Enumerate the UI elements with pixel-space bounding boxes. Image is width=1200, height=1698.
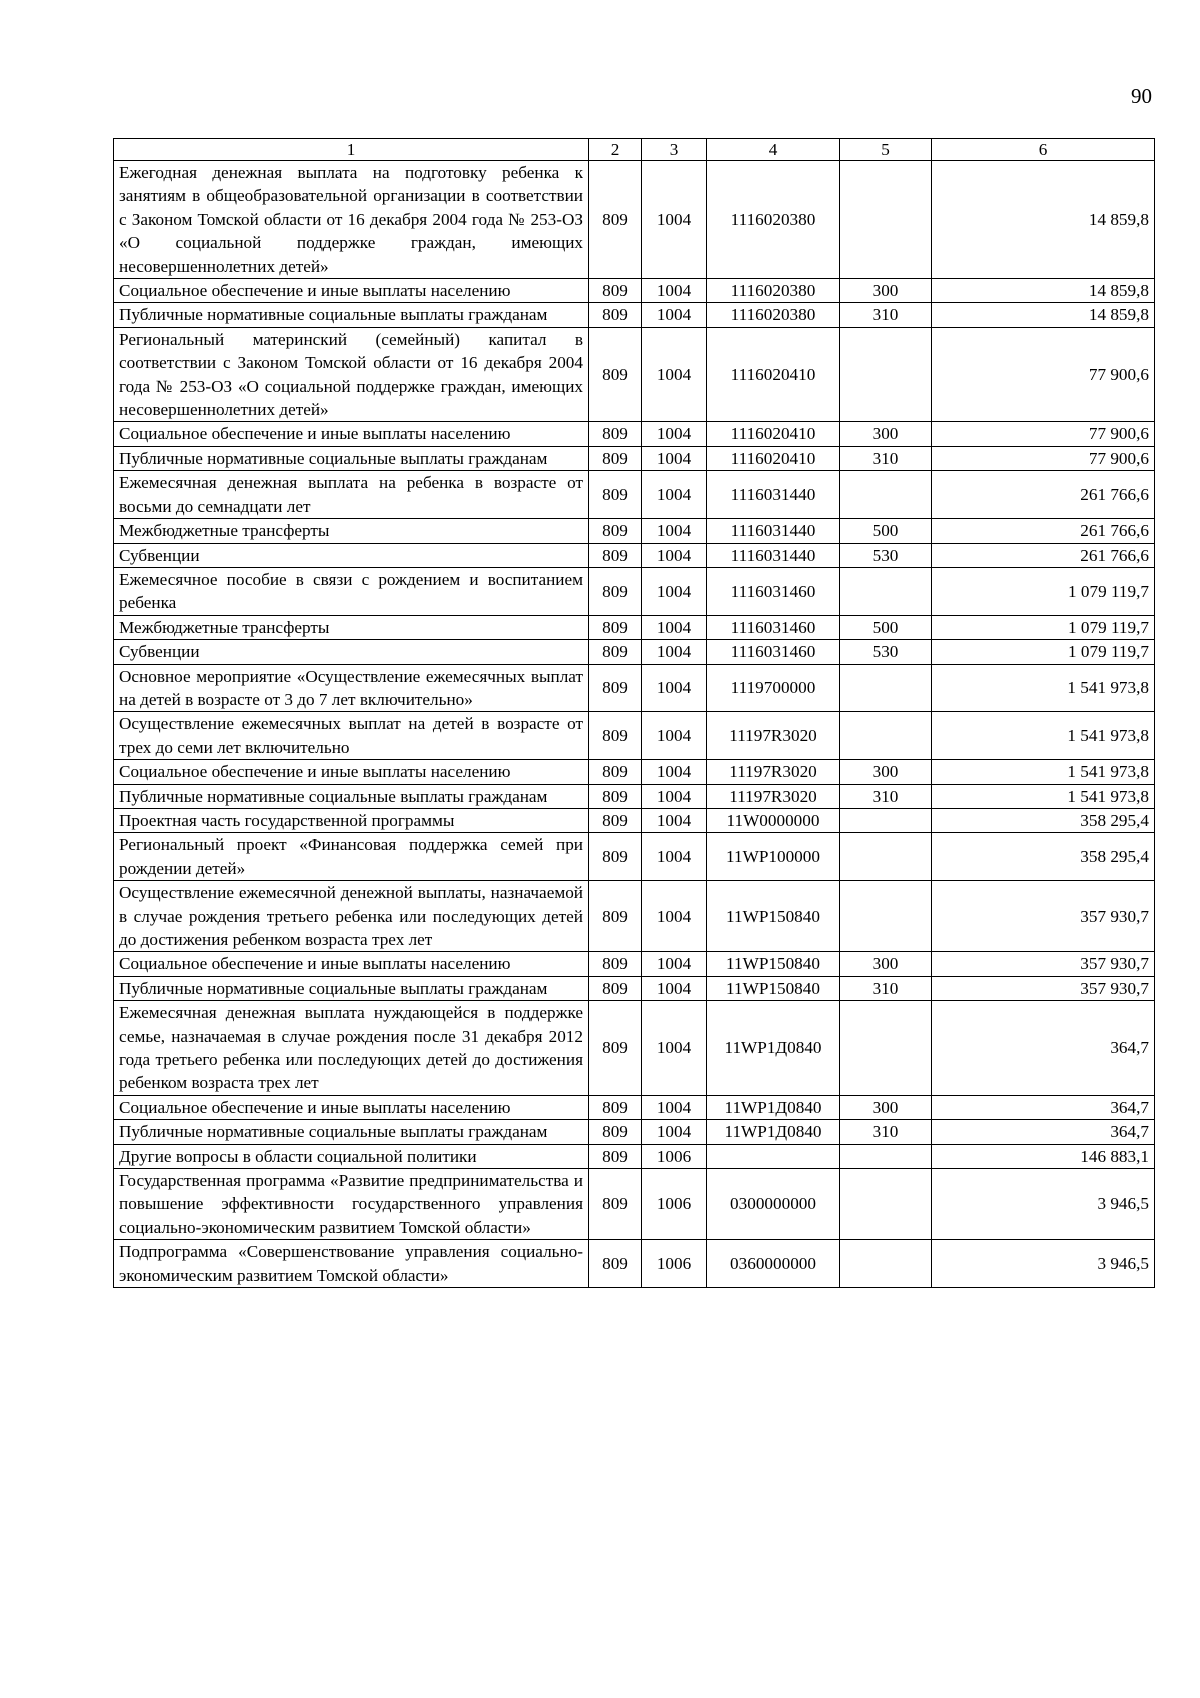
row-section-code-cell: 1004 xyxy=(642,952,707,976)
row-expense-kind-cell xyxy=(840,1240,932,1288)
table-row xyxy=(114,446,1155,470)
row-expense-kind-cell xyxy=(840,808,932,832)
row-target-article-cell: 11197R3020 xyxy=(707,784,840,808)
row-amount-cell: 1 079 119,7 xyxy=(932,640,1155,664)
row-ministry-code-cell: 809 xyxy=(589,952,642,976)
row-ministry-code-cell: 809 xyxy=(589,161,642,279)
row-section-code-cell: 1004 xyxy=(642,279,707,303)
row-target-article-cell: 11WP1Д0840 xyxy=(707,1001,840,1096)
row-name-cell: Межбюджетные трансферты xyxy=(114,615,589,639)
table-row xyxy=(114,1001,1155,1096)
table-row xyxy=(114,327,1155,422)
row-name-cell: Другие вопросы в области социальной политики xyxy=(114,1144,589,1168)
row-amount-cell: 3 946,5 xyxy=(932,1169,1155,1240)
column-header: 4 xyxy=(707,139,840,161)
row-ministry-code-cell: 809 xyxy=(589,640,642,664)
row-ministry-code-cell: 809 xyxy=(589,519,642,543)
row-target-article-cell: 1116020380 xyxy=(707,303,840,327)
table-row xyxy=(114,640,1155,664)
table-row xyxy=(114,303,1155,327)
row-expense-kind-cell xyxy=(840,567,932,615)
table-row xyxy=(114,952,1155,976)
row-name-cell: Основное мероприятие «Осуществление ежемесячных выплат на детей в возрасте от 3 до 7 лет включительно» xyxy=(114,664,589,712)
row-name-cell: Социальное обеспечение и иные выплаты населению xyxy=(114,279,589,303)
row-expense-kind-cell: 500 xyxy=(840,615,932,639)
row-ministry-code-cell: 809 xyxy=(589,1144,642,1168)
row-section-code-cell: 1004 xyxy=(642,1001,707,1096)
table-row xyxy=(114,976,1155,1000)
row-amount-cell: 358 295,4 xyxy=(932,808,1155,832)
row-amount-cell: 146 883,1 xyxy=(932,1144,1155,1168)
row-target-article-cell: 11WP150840 xyxy=(707,952,840,976)
row-target-article-cell xyxy=(707,1144,840,1168)
row-target-article-cell: 1116020410 xyxy=(707,446,840,470)
row-section-code-cell: 1004 xyxy=(642,881,707,952)
row-name-cell: Публичные нормативные социальные выплаты гражданам xyxy=(114,446,589,470)
row-amount-cell: 1 541 973,8 xyxy=(932,712,1155,760)
row-expense-kind-cell: 310 xyxy=(840,1120,932,1144)
row-target-article-cell: 1119700000 xyxy=(707,664,840,712)
row-section-code-cell: 1004 xyxy=(642,664,707,712)
table-row xyxy=(114,712,1155,760)
row-expense-kind-cell: 500 xyxy=(840,519,932,543)
table-row xyxy=(114,1169,1155,1240)
row-section-code-cell: 1004 xyxy=(642,543,707,567)
row-amount-cell: 1 541 973,8 xyxy=(932,784,1155,808)
row-amount-cell: 77 900,6 xyxy=(932,327,1155,422)
row-name-cell: Ежемесячная денежная выплата на ребенка в возрасте от восьми до семнадцати лет xyxy=(114,471,589,519)
row-expense-kind-cell xyxy=(840,1144,932,1168)
table-row xyxy=(114,1095,1155,1119)
column-header: 1 xyxy=(114,139,589,161)
row-target-article-cell: 11197R3020 xyxy=(707,760,840,784)
row-amount-cell: 77 900,6 xyxy=(932,446,1155,470)
row-ministry-code-cell: 809 xyxy=(589,1001,642,1096)
row-amount-cell: 357 930,7 xyxy=(932,952,1155,976)
row-amount-cell: 364,7 xyxy=(932,1001,1155,1096)
row-ministry-code-cell: 809 xyxy=(589,760,642,784)
table-row xyxy=(114,471,1155,519)
table-row xyxy=(114,664,1155,712)
table-row xyxy=(114,881,1155,952)
row-target-article-cell: 0360000000 xyxy=(707,1240,840,1288)
row-expense-kind-cell: 300 xyxy=(840,422,932,446)
row-expense-kind-cell: 300 xyxy=(840,1095,932,1119)
table-row xyxy=(114,615,1155,639)
row-section-code-cell: 1004 xyxy=(642,161,707,279)
row-expense-kind-cell xyxy=(840,1001,932,1096)
row-target-article-cell: 1116020380 xyxy=(707,161,840,279)
row-ministry-code-cell: 809 xyxy=(589,543,642,567)
row-expense-kind-cell: 300 xyxy=(840,760,932,784)
row-amount-cell: 1 541 973,8 xyxy=(932,664,1155,712)
row-target-article-cell: 1116031440 xyxy=(707,519,840,543)
row-name-cell: Публичные нормативные социальные выплаты гражданам xyxy=(114,1120,589,1144)
table-row xyxy=(114,1120,1155,1144)
row-section-code-cell: 1004 xyxy=(642,567,707,615)
row-expense-kind-cell: 310 xyxy=(840,784,932,808)
row-name-cell: Социальное обеспечение и иные выплаты населению xyxy=(114,1095,589,1119)
row-ministry-code-cell: 809 xyxy=(589,615,642,639)
row-target-article-cell: 1116031440 xyxy=(707,543,840,567)
row-ministry-code-cell: 809 xyxy=(589,471,642,519)
row-section-code-cell: 1004 xyxy=(642,784,707,808)
table-header-row xyxy=(114,139,1155,161)
row-name-cell: Публичные нормативные социальные выплаты гражданам xyxy=(114,976,589,1000)
row-section-code-cell: 1006 xyxy=(642,1240,707,1288)
row-amount-cell: 358 295,4 xyxy=(932,833,1155,881)
row-target-article-cell: 1116020410 xyxy=(707,327,840,422)
row-ministry-code-cell: 809 xyxy=(589,1240,642,1288)
row-ministry-code-cell: 809 xyxy=(589,446,642,470)
row-target-article-cell: 0300000000 xyxy=(707,1169,840,1240)
row-amount-cell: 261 766,6 xyxy=(932,519,1155,543)
row-amount-cell: 3 946,5 xyxy=(932,1240,1155,1288)
row-name-cell: Региональный проект «Финансовая поддержка семей при рождении детей» xyxy=(114,833,589,881)
row-name-cell: Подпрограмма «Совершенствование управления социально-экономическим развитием Томской области» xyxy=(114,1240,589,1288)
row-amount-cell: 14 859,8 xyxy=(932,303,1155,327)
row-name-cell: Социальное обеспечение и иные выплаты населению xyxy=(114,760,589,784)
row-target-article-cell: 1116031460 xyxy=(707,640,840,664)
row-expense-kind-cell: 310 xyxy=(840,303,932,327)
row-ministry-code-cell: 809 xyxy=(589,1169,642,1240)
row-section-code-cell: 1006 xyxy=(642,1144,707,1168)
row-section-code-cell: 1006 xyxy=(642,1169,707,1240)
row-section-code-cell: 1004 xyxy=(642,422,707,446)
row-target-article-cell: 11WP100000 xyxy=(707,833,840,881)
row-ministry-code-cell: 809 xyxy=(589,712,642,760)
table-row xyxy=(114,161,1155,279)
row-expense-kind-cell xyxy=(840,712,932,760)
row-expense-kind-cell xyxy=(840,664,932,712)
row-amount-cell: 14 859,8 xyxy=(932,279,1155,303)
row-target-article-cell: 11W0000000 xyxy=(707,808,840,832)
row-amount-cell: 261 766,6 xyxy=(932,543,1155,567)
row-ministry-code-cell: 809 xyxy=(589,784,642,808)
row-ministry-code-cell: 809 xyxy=(589,881,642,952)
row-name-cell: Осуществление ежемесячных выплат на детей в возрасте от трех до семи лет включительно xyxy=(114,712,589,760)
row-name-cell: Региональный материнский (семейный) капитал в соответствии с Законом Томской области от 16 декабря 2004 года № 253-ОЗ «О социальной поддержке граждан, имеющих несовершеннолетних детей» xyxy=(114,327,589,422)
row-amount-cell: 1 541 973,8 xyxy=(932,760,1155,784)
table-row xyxy=(114,519,1155,543)
row-target-article-cell: 1116020380 xyxy=(707,279,840,303)
row-expense-kind-cell xyxy=(840,471,932,519)
row-amount-cell: 261 766,6 xyxy=(932,471,1155,519)
row-target-article-cell: 11WP150840 xyxy=(707,881,840,952)
row-expense-kind-cell xyxy=(840,161,932,279)
row-amount-cell: 1 079 119,7 xyxy=(932,567,1155,615)
row-expense-kind-cell: 530 xyxy=(840,543,932,567)
row-section-code-cell: 1004 xyxy=(642,712,707,760)
row-name-cell: Ежегодная денежная выплата на подготовку ребенка к занятиям в общеобразовательной организации в соответствии с Законом Томской области от 16 декабря 2004 года № 253-ОЗ «О социальной поддержке граждан, имеющих несовершеннолетних детей» xyxy=(114,161,589,279)
row-name-cell: Субвенции xyxy=(114,640,589,664)
column-header: 6 xyxy=(932,139,1155,161)
column-header: 3 xyxy=(642,139,707,161)
row-name-cell: Субвенции xyxy=(114,543,589,567)
table-row xyxy=(114,1144,1155,1168)
row-amount-cell: 357 930,7 xyxy=(932,881,1155,952)
row-expense-kind-cell: 300 xyxy=(840,952,932,976)
row-name-cell: Социальное обеспечение и иные выплаты населению xyxy=(114,952,589,976)
row-expense-kind-cell: 310 xyxy=(840,976,932,1000)
row-ministry-code-cell: 809 xyxy=(589,664,642,712)
budget-table xyxy=(113,138,1155,1288)
row-name-cell: Социальное обеспечение и иные выплаты населению xyxy=(114,422,589,446)
row-ministry-code-cell: 809 xyxy=(589,833,642,881)
row-amount-cell: 14 859,8 xyxy=(932,161,1155,279)
row-section-code-cell: 1004 xyxy=(642,519,707,543)
row-name-cell: Проектная часть государственной программы xyxy=(114,808,589,832)
table-row xyxy=(114,279,1155,303)
row-section-code-cell: 1004 xyxy=(642,303,707,327)
table-row xyxy=(114,833,1155,881)
row-target-article-cell: 1116031460 xyxy=(707,615,840,639)
table-row xyxy=(114,808,1155,832)
row-section-code-cell: 1004 xyxy=(642,446,707,470)
row-target-article-cell: 1116020410 xyxy=(707,422,840,446)
column-header: 2 xyxy=(589,139,642,161)
column-header: 5 xyxy=(840,139,932,161)
row-amount-cell: 1 079 119,7 xyxy=(932,615,1155,639)
row-section-code-cell: 1004 xyxy=(642,1120,707,1144)
row-section-code-cell: 1004 xyxy=(642,1095,707,1119)
table-row xyxy=(114,567,1155,615)
row-expense-kind-cell: 300 xyxy=(840,279,932,303)
row-amount-cell: 364,7 xyxy=(932,1120,1155,1144)
row-expense-kind-cell: 530 xyxy=(840,640,932,664)
table-row xyxy=(114,760,1155,784)
row-section-code-cell: 1004 xyxy=(642,327,707,422)
row-target-article-cell: 11WP150840 xyxy=(707,976,840,1000)
row-section-code-cell: 1004 xyxy=(642,760,707,784)
row-ministry-code-cell: 809 xyxy=(589,422,642,446)
row-amount-cell: 357 930,7 xyxy=(932,976,1155,1000)
row-section-code-cell: 1004 xyxy=(642,808,707,832)
row-name-cell: Ежемесячное пособие в связи с рождением и воспитанием ребенка xyxy=(114,567,589,615)
row-section-code-cell: 1004 xyxy=(642,471,707,519)
row-ministry-code-cell: 809 xyxy=(589,1095,642,1119)
row-target-article-cell: 11197R3020 xyxy=(707,712,840,760)
table-row xyxy=(114,784,1155,808)
row-ministry-code-cell: 809 xyxy=(589,976,642,1000)
row-name-cell: Межбюджетные трансферты xyxy=(114,519,589,543)
table-row xyxy=(114,1240,1155,1288)
row-ministry-code-cell: 809 xyxy=(589,1120,642,1144)
row-name-cell: Публичные нормативные социальные выплаты гражданам xyxy=(114,303,589,327)
row-section-code-cell: 1004 xyxy=(642,640,707,664)
row-ministry-code-cell: 809 xyxy=(589,279,642,303)
row-ministry-code-cell: 809 xyxy=(589,327,642,422)
row-ministry-code-cell: 809 xyxy=(589,567,642,615)
row-expense-kind-cell: 310 xyxy=(840,446,932,470)
row-name-cell: Ежемесячная денежная выплата нуждающейся в поддержке семье, назначаемая в случае рождения после 31 декабря 2012 года третьего ребенка или последующих детей до достижения ребенком возраста трех лет xyxy=(114,1001,589,1096)
row-amount-cell: 77 900,6 xyxy=(932,422,1155,446)
row-name-cell: Осуществление ежемесячной денежной выплаты, назначаемой в случае рождения третьего ребенка или последующих детей до достижения ребенком возраста трех лет xyxy=(114,881,589,952)
row-section-code-cell: 1004 xyxy=(642,833,707,881)
row-name-cell: Публичные нормативные социальные выплаты гражданам xyxy=(114,784,589,808)
page-number: 90 xyxy=(1131,84,1152,108)
table-row xyxy=(114,543,1155,567)
row-target-article-cell: 11WP1Д0840 xyxy=(707,1120,840,1144)
table-row xyxy=(114,422,1155,446)
row-amount-cell: 364,7 xyxy=(932,1095,1155,1119)
row-section-code-cell: 1004 xyxy=(642,976,707,1000)
row-target-article-cell: 11WP1Д0840 xyxy=(707,1095,840,1119)
row-expense-kind-cell xyxy=(840,833,932,881)
row-ministry-code-cell: 809 xyxy=(589,303,642,327)
row-ministry-code-cell: 809 xyxy=(589,808,642,832)
row-expense-kind-cell xyxy=(840,1169,932,1240)
row-expense-kind-cell xyxy=(840,881,932,952)
row-target-article-cell: 1116031460 xyxy=(707,567,840,615)
row-expense-kind-cell xyxy=(840,327,932,422)
row-name-cell: Государственная программа «Развитие предпринимательства и повышение эффективности государственного управления социально-экономическим развитием Томской области» xyxy=(114,1169,589,1240)
row-section-code-cell: 1004 xyxy=(642,615,707,639)
row-target-article-cell: 1116031440 xyxy=(707,471,840,519)
